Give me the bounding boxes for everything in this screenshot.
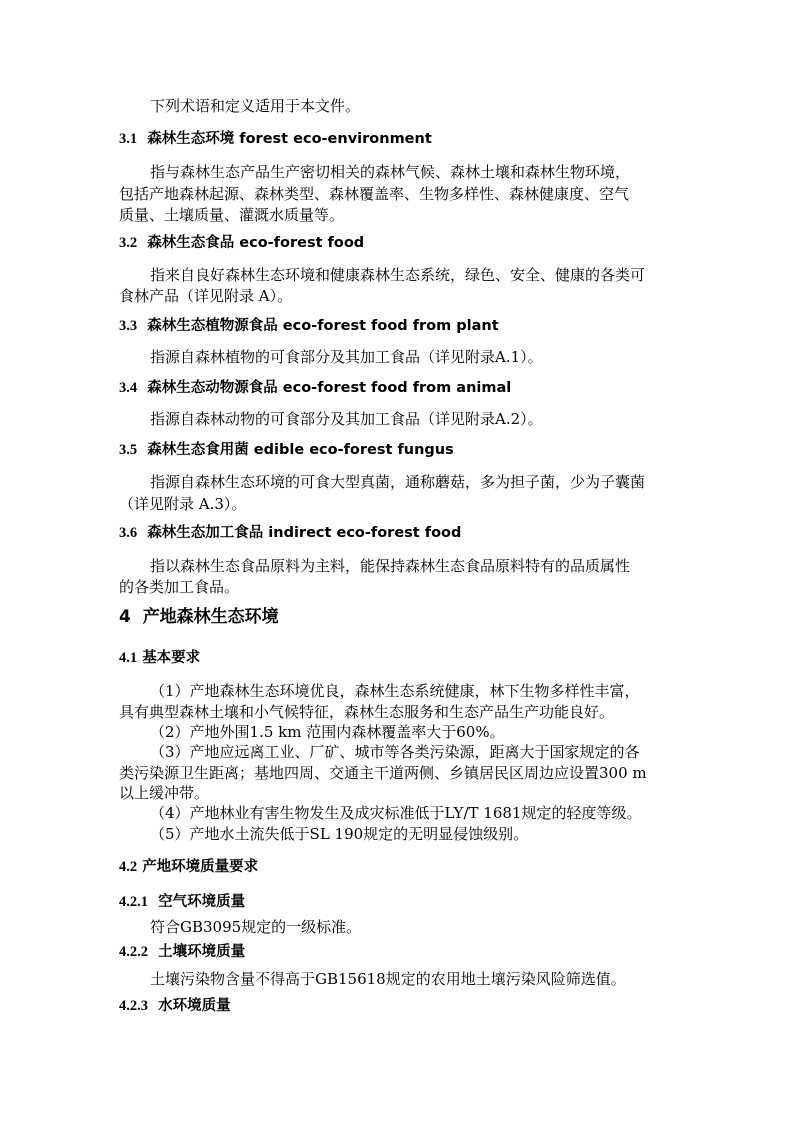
- section-number: 4.2: [119, 859, 138, 875]
- term-body-line: 包括产地森林起源、森林类型、森林覆盖率、生物多样性、森林健康度、空气: [119, 185, 630, 203]
- term-body-line: 指与森林生态产品生产密切相关的森林气候、森林土壤和森林生物环境，: [150, 163, 631, 181]
- subsection-text: 符合GB3095规定的一级标准。: [150, 918, 362, 936]
- term-body-line: 食林产品（详见附录 A）。: [119, 287, 293, 305]
- requirement-line: （4）产地林业有害生物发生及成灾标准低于LY/T 1681规定的轻度等级。: [150, 804, 642, 822]
- term-body-line: 指源自森林植物的可食部分及其加工食品（详见附录A.1）。: [150, 348, 543, 366]
- subsection-title: 水环境质量: [158, 998, 231, 1014]
- subsection-number: 4.2.3: [119, 998, 148, 1014]
- section-heading-4-2: [119, 857, 258, 877]
- requirement-line: 具有典型森林土壤和小气候特征，森林生态服务和生态产品生产功能良好。: [119, 703, 615, 721]
- term-number: 3.1: [119, 131, 138, 147]
- term-heading-3-6: [119, 523, 461, 543]
- term-heading-3-1: [119, 129, 432, 149]
- term-number: 3.6: [119, 525, 138, 541]
- requirement-line: （5）产地水土流失低于SL 190规定的无明显侵蚀级别。: [150, 825, 529, 843]
- term-heading-3-3: [119, 316, 499, 336]
- subsection-heading-4-2-1: [119, 892, 245, 912]
- term-number: 3.3: [119, 318, 138, 334]
- subsection-heading-4-2-2: [119, 942, 245, 962]
- term-heading-3-5: [119, 440, 454, 460]
- section-title: 基本要求: [142, 650, 201, 666]
- term-title: 森林生态食用菌 edible eco-forest fungus: [147, 442, 454, 458]
- requirement-line: （1）产地森林生态环境优良，森林生态系统健康，林下生物多样性丰富，: [150, 682, 640, 700]
- subsection-text: 土壤污染物含量不得高于GB15618规定的农用地土壤污染风险筛选值。: [150, 970, 626, 988]
- term-title: 森林生态环境 forest eco-environment: [147, 131, 432, 147]
- subsection-title: 空气环境质量: [158, 894, 246, 910]
- term-number: 3.2: [119, 235, 138, 251]
- section-heading-4: [119, 606, 279, 628]
- section-heading-4-1: [119, 648, 200, 668]
- intro-text: 下列术语和定义适用于本文件。: [150, 97, 361, 115]
- subsection-number: 4.2.2: [119, 944, 148, 960]
- term-title: 森林生态动物源食品 eco-forest food from animal: [147, 380, 512, 396]
- term-body-line: （详见附录 A.3）。: [119, 495, 247, 513]
- requirement-line: 以上缓冲带。: [119, 784, 210, 802]
- section-title: 产地森林生态环境: [142, 607, 279, 627]
- term-body-line: 指源自森林动物的可食部分及其加工食品（详见附录A.2）。: [150, 410, 543, 428]
- requirement-line: （2）产地外围1.5 km 范围内森林覆盖率大于60%。: [150, 723, 505, 741]
- term-body-line: 指以森林生态食品原料为主料，能保持森林生态食品原料特有的品质属性: [150, 557, 631, 575]
- requirement-line: （3）产地应远离工业、厂矿、城市等各类污染源，距离大于国家规定的各: [150, 743, 640, 761]
- term-body-line: 质量、土壤质量、灌溉水质量等。: [119, 206, 345, 224]
- term-body-line: 的各类加工食品。: [119, 578, 240, 596]
- term-heading-3-4: [119, 378, 511, 398]
- term-title: 森林生态加工食品 indirect eco-forest food: [147, 525, 462, 541]
- term-number: 3.5: [119, 442, 138, 458]
- section-number: 4.1: [119, 650, 138, 666]
- term-body-line: 指来自良好森林生态环境和健康森林生态系统，绿色、安全、健康的各类可: [150, 266, 646, 284]
- term-title: 森林生态食品 eco-forest food: [147, 235, 365, 251]
- subsection-heading-4-2-3: [119, 996, 231, 1016]
- requirement-line: 类污染源卫生距离；基地四周、交通主干道两侧、乡镇居民区周边应设置300 m: [119, 764, 647, 782]
- section-number: 4: [119, 607, 131, 627]
- term-heading-3-2: [119, 233, 364, 253]
- section-title: 产地环境质量要求: [142, 859, 259, 875]
- subsection-number: 4.2.1: [119, 894, 148, 910]
- term-title: 森林生态植物源食品 eco-forest food from plant: [147, 318, 499, 334]
- term-body-line: 指源自森林生态环境的可食大型真菌，通称蘑菇，多为担子菌，少为子囊菌: [150, 473, 646, 491]
- term-number: 3.4: [119, 380, 138, 396]
- subsection-title: 土壤环境质量: [158, 944, 246, 960]
